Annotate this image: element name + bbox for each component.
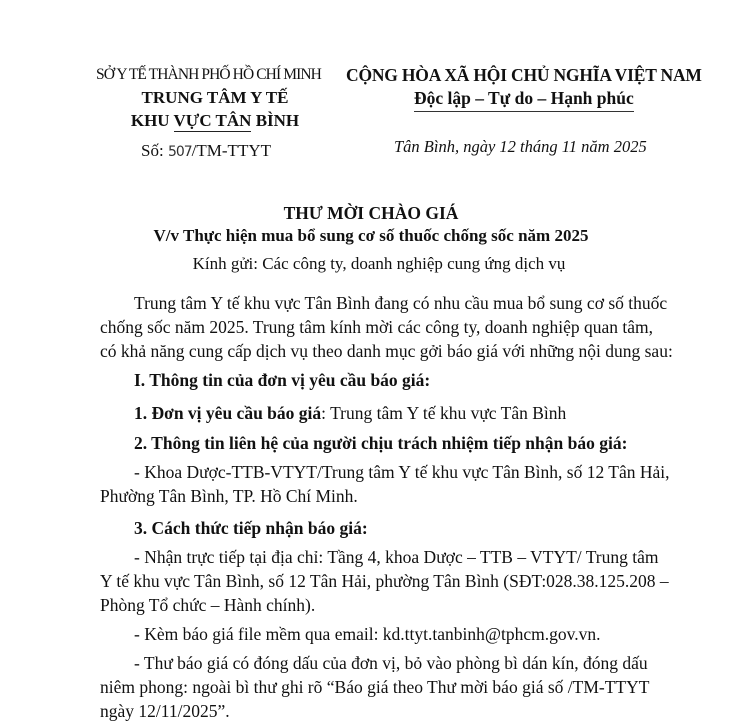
item-value: : Trung tâm Y tế khu vực Tân Bình [321, 403, 567, 423]
direct-delivery-line: Y tế khu vực Tân Bình, số 12 Tân Hải, phường Tân Bình (SĐT:028.38.125.208 – [100, 571, 669, 591]
intro-line: có khả năng cung cấp dịch vụ theo danh mục gởi báo giá với những nội dung sau: [100, 341, 673, 361]
document-title: THƯ MỜI CHÀO GIÁ [283, 203, 459, 223]
center-district [96, 111, 334, 131]
district-underlined: VỰC TÂN [173, 111, 252, 130]
item-label: 1. Đơn vị yêu cầu báo giá [134, 403, 322, 423]
doc-no-label: Số: [141, 141, 168, 160]
district-prefix: KHU [130, 111, 174, 130]
issuing-agency: SỞ Y TẾ THÀNH PHỐ HỒ CHÍ MINH [96, 66, 321, 83]
recipient-line: Kính gửi: Các công ty, doanh nghiệp cung ứng dịch vụ [192, 254, 566, 273]
national-motto: Độc lập – Tự do – Hạnh phúc [414, 88, 634, 112]
section-heading: I. Thông tin của đơn vị yêu cầu báo giá: [134, 370, 431, 390]
district-suffix: BÌNH [251, 111, 300, 130]
intro-line: Trung tâm Y tế khu vực Tân Bình đang có nhu cầu mua bổ sung cơ số thuốc [134, 293, 668, 313]
center-name: TRUNG TÂM Y TẾ [141, 88, 289, 107]
item-heading: 2. Thông tin liên hệ của người chịu trách nhiệm tiếp nhận báo giá: [134, 433, 628, 453]
letter-line: niêm phong: ngoài bì thư ghi rõ “Báo giá theo Thư mời báo giá số /TM-TTYT [100, 677, 650, 697]
email-line: - Kèm báo giá file mềm qua email: kd.ttyt.tanbinh@tphcm.gov.vn. [134, 624, 601, 644]
contact-line: Phường Tân Bình, TP. Hồ Chí Minh. [100, 486, 358, 506]
item-heading: 3. Cách thức tiếp nhận báo giá: [134, 518, 368, 538]
item-requesting-unit [134, 403, 566, 424]
letter-line: ngày 12/11/2025”. [100, 701, 230, 721]
national-title: CỘNG HÒA XÃ HỘI CHỦ NGHĨA VIỆT NAM [346, 65, 702, 85]
direct-delivery-line: Phòng Tổ chức – Hành chính). [100, 595, 316, 615]
intro-line: chống sốc năm 2025. Trung tâm kính mời các công ty, doanh nghiệp quan tâm, [100, 317, 653, 337]
document-number [141, 141, 271, 161]
doc-no-handwritten: 507 [167, 144, 192, 160]
direct-delivery-line: - Nhận trực tiếp tại địa chỉ: Tầng 4, khoa Dược – TTB – VTYT/ Trung tâm [134, 547, 659, 567]
contact-line: - Khoa Dược-TTB-VTYT/Trung tâm Y tế khu vực Tân Bình, số 12 Tân Hải, [134, 462, 670, 482]
doc-no-suffix: /TM-TTYT [191, 141, 271, 160]
document-date: Tân Bình, ngày 12 tháng 11 năm 2025 [394, 137, 647, 156]
letter-line: - Thư báo giá có đóng dấu của đơn vị, bỏ vào phòng bì dán kín, đóng dấu [134, 653, 648, 673]
document-subject: V/v Thực hiện mua bổ sung cơ số thuốc chống sốc năm 2025 [153, 226, 589, 245]
